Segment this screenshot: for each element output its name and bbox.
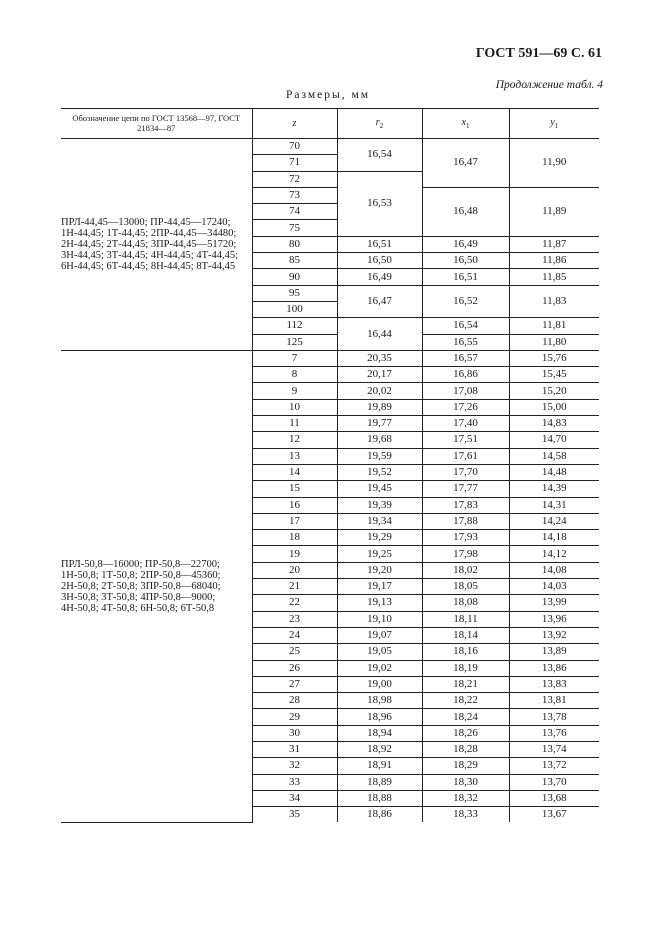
cell-y1: 13,99 (509, 595, 599, 611)
cell-x1: 18,21 (422, 676, 509, 692)
cell-r2: 20,17 (337, 367, 422, 383)
cell-x1: 18,29 (422, 758, 509, 774)
cell-r2: 16,50 (337, 253, 422, 269)
cell-r2: 19,59 (337, 448, 422, 464)
table-header-row (61, 109, 599, 139)
cell-z: 23 (252, 611, 337, 627)
cell-r2: 20,02 (337, 383, 422, 399)
cell-z: 33 (252, 774, 337, 790)
cell-x1: 18,33 (422, 807, 509, 823)
table-continuation-label: Продолжение табл. 4 (495, 79, 603, 91)
cell-x1: 17,61 (422, 448, 509, 464)
cell-y1: 13,78 (509, 709, 599, 725)
cell-y1: 13,74 (509, 741, 599, 757)
cell-x1: 17,70 (422, 464, 509, 480)
cell-y1: 11,80 (509, 334, 599, 350)
cell-x1: 18,05 (422, 579, 509, 595)
cell-r2: 19,39 (337, 497, 422, 513)
cell-y1: 13,70 (509, 774, 599, 790)
cell-x1: 18,24 (422, 709, 509, 725)
cell-x1: 17,51 (422, 432, 509, 448)
cell-x1: 17,83 (422, 497, 509, 513)
cell-z: 73 (252, 187, 337, 203)
cell-y1: 13,96 (509, 611, 599, 627)
cell-x1: 18,11 (422, 611, 509, 627)
cell-y1: 13,81 (509, 693, 599, 709)
cell-z: 22 (252, 595, 337, 611)
cell-x1: 16,55 (422, 334, 509, 350)
cell-z: 70 (252, 139, 337, 155)
dimensions-table (61, 108, 599, 823)
cell-x1: 18,28 (422, 741, 509, 757)
cell-x1: 18,19 (422, 660, 509, 676)
cell-y1: 13,92 (509, 627, 599, 643)
cell-r2: 20,35 (337, 350, 422, 366)
cell-r2: 19,07 (337, 627, 422, 643)
cell-r2: 19,00 (337, 676, 422, 692)
cell-x1: 18,14 (422, 627, 509, 643)
cell-r2: 19,05 (337, 644, 422, 660)
cell-z: 18 (252, 530, 337, 546)
cell-r2: 19,29 (337, 530, 422, 546)
header-y1: $y_1$ (509, 109, 599, 139)
cell-y1: 14,03 (509, 579, 599, 595)
cell-y1: 13,76 (509, 725, 599, 741)
cell-y1: 13,68 (509, 790, 599, 806)
cell-x1: 17,77 (422, 481, 509, 497)
cell-y1: 13,72 (509, 758, 599, 774)
group1-designation: ПРЛ-44,45—13000; ПР-44,45—17240; 1Н-44,45; 1Т-44,45; 2ПР-44,45—34480; 2Н-44,45; 2Т-44,45; 3ПР-44,45—51720; 3Н-44,45; 3Т-44,45; 4Н-44,45; 4Т-44,45; 6Н-44,45; 6Т-44,45; 8Н-44,45; 8Т-44,45 (61, 139, 252, 351)
cell-z: 7 (252, 350, 337, 366)
cell-z: 11 (252, 416, 337, 432)
cell-z: 95 (252, 285, 337, 301)
cell-r2: 19,17 (337, 579, 422, 595)
group2-designation: ПРЛ-50,8—16000; ПР-50,8—22700; 1Н-50,8; 1Т-50,8; 2ПР-50,8—45360; 2Н-50,8; 2Т-50,8; 3ПР-50,8—68040; 3Н-50,8; 3Т-50,8; 4ПР-50,8—9000; 4Н-50,8; 4Т-50,8; 6Н-50,8; 6Т-50,8 (61, 350, 252, 822)
cell-r2: 18,96 (337, 709, 422, 725)
cell-r2: 19,25 (337, 546, 422, 562)
cell-y1: 15,20 (509, 383, 599, 399)
cell-y1: 11,85 (509, 269, 599, 285)
cell-y1: 13,89 (509, 644, 599, 660)
cell-r2: 16,47 (337, 285, 422, 318)
cell-y1: 14,83 (509, 416, 599, 432)
cell-z: 112 (252, 318, 337, 334)
cell-z: 29 (252, 709, 337, 725)
cell-y1: 14,39 (509, 481, 599, 497)
cell-x1: 16,49 (422, 236, 509, 252)
table-row (61, 350, 599, 366)
cell-z: 72 (252, 171, 337, 187)
cell-y1: 15,00 (509, 399, 599, 415)
cell-r2: 19,52 (337, 464, 422, 480)
cell-x1: 17,88 (422, 513, 509, 529)
cell-r2: 19,45 (337, 481, 422, 497)
cell-x1: 16,57 (422, 350, 509, 366)
cell-z: 90 (252, 269, 337, 285)
cell-y1: 13,67 (509, 807, 599, 823)
cell-r2: 19,13 (337, 595, 422, 611)
cell-z: 100 (252, 301, 337, 317)
cell-x1: 16,52 (422, 285, 509, 318)
cell-z: 25 (252, 644, 337, 660)
cell-z: 10 (252, 399, 337, 415)
cell-r2: 18,86 (337, 807, 422, 823)
cell-r2: 19,02 (337, 660, 422, 676)
cell-z: 21 (252, 579, 337, 595)
cell-x1: 18,16 (422, 644, 509, 660)
cell-x1: 16,51 (422, 269, 509, 285)
cell-y1: 14,24 (509, 513, 599, 529)
cell-z: 19 (252, 546, 337, 562)
cell-x1: 16,47 (422, 139, 509, 188)
cell-y1: 15,76 (509, 350, 599, 366)
cell-r2: 19,10 (337, 611, 422, 627)
cell-r2: 18,98 (337, 693, 422, 709)
cell-x1: 17,40 (422, 416, 509, 432)
cell-z: 24 (252, 627, 337, 643)
cell-r2: 18,94 (337, 725, 422, 741)
cell-r2: 18,92 (337, 741, 422, 757)
cell-y1: 11,87 (509, 236, 599, 252)
sizes-title: Размеры, мм (286, 89, 371, 101)
cell-x1: 17,93 (422, 530, 509, 546)
cell-z: 75 (252, 220, 337, 236)
cell-y1: 11,83 (509, 285, 599, 318)
cell-z: 27 (252, 676, 337, 692)
cell-r2: 16,54 (337, 139, 422, 172)
cell-y1: 14,58 (509, 448, 599, 464)
header-r2: $r_2$ (337, 109, 422, 139)
cell-y1: 11,86 (509, 253, 599, 269)
cell-z: 16 (252, 497, 337, 513)
cell-x1: 16,54 (422, 318, 509, 334)
cell-z: 20 (252, 562, 337, 578)
cell-y1: 14,48 (509, 464, 599, 480)
cell-y1: 14,18 (509, 530, 599, 546)
cell-r2: 19,77 (337, 416, 422, 432)
cell-y1: 11,90 (509, 139, 599, 188)
cell-z: 80 (252, 236, 337, 252)
cell-z: 71 (252, 155, 337, 171)
cell-r2: 18,89 (337, 774, 422, 790)
cell-x1: 18,02 (422, 562, 509, 578)
cell-y1: 15,45 (509, 367, 599, 383)
cell-z: 125 (252, 334, 337, 350)
cell-r2: 16,49 (337, 269, 422, 285)
cell-r2: 19,34 (337, 513, 422, 529)
cell-z: 30 (252, 725, 337, 741)
cell-z: 31 (252, 741, 337, 757)
header-z: z (252, 109, 337, 139)
cell-r2: 16,53 (337, 171, 422, 236)
cell-y1: 13,83 (509, 676, 599, 692)
cell-z: 32 (252, 758, 337, 774)
cell-r2: 18,91 (337, 758, 422, 774)
cell-z: 13 (252, 448, 337, 464)
cell-r2: 16,51 (337, 236, 422, 252)
cell-y1: 14,31 (509, 497, 599, 513)
cell-x1: 18,22 (422, 693, 509, 709)
cell-x1: 16,50 (422, 253, 509, 269)
cell-y1: 11,89 (509, 187, 599, 236)
cell-x1: 18,32 (422, 790, 509, 806)
cell-y1: 13,86 (509, 660, 599, 676)
cell-z: 74 (252, 204, 337, 220)
cell-z: 28 (252, 693, 337, 709)
cell-z: 8 (252, 367, 337, 383)
cell-z: 17 (252, 513, 337, 529)
cell-x1: 17,98 (422, 546, 509, 562)
cell-x1: 18,08 (422, 595, 509, 611)
page-header-standard: ГОСТ 591—69 С. 61 (475, 46, 602, 61)
cell-z: 15 (252, 481, 337, 497)
cell-r2: 18,88 (337, 790, 422, 806)
header-x1: $x_1$ (422, 109, 509, 139)
cell-y1: 14,08 (509, 562, 599, 578)
cell-x1: 18,26 (422, 725, 509, 741)
cell-r2: 19,89 (337, 399, 422, 415)
table-row (61, 139, 599, 155)
cell-z: 34 (252, 790, 337, 806)
cell-r2: 19,20 (337, 562, 422, 578)
cell-z: 14 (252, 464, 337, 480)
cell-z: 35 (252, 807, 337, 823)
cell-r2: 19,68 (337, 432, 422, 448)
cell-z: 26 (252, 660, 337, 676)
cell-z: 12 (252, 432, 337, 448)
cell-x1: 16,86 (422, 367, 509, 383)
cell-x1: 18,30 (422, 774, 509, 790)
cell-y1: 11,81 (509, 318, 599, 334)
cell-r2: 16,44 (337, 318, 422, 351)
header-designation: Обозначение цепи по ГОСТ 13568—97, ГОСТ 21834—87 (61, 109, 252, 139)
cell-y1: 14,12 (509, 546, 599, 562)
cell-x1: 17,08 (422, 383, 509, 399)
cell-z: 85 (252, 253, 337, 269)
cell-z: 9 (252, 383, 337, 399)
cell-x1: 16,48 (422, 187, 509, 236)
cell-y1: 14,70 (509, 432, 599, 448)
cell-x1: 17,26 (422, 399, 509, 415)
